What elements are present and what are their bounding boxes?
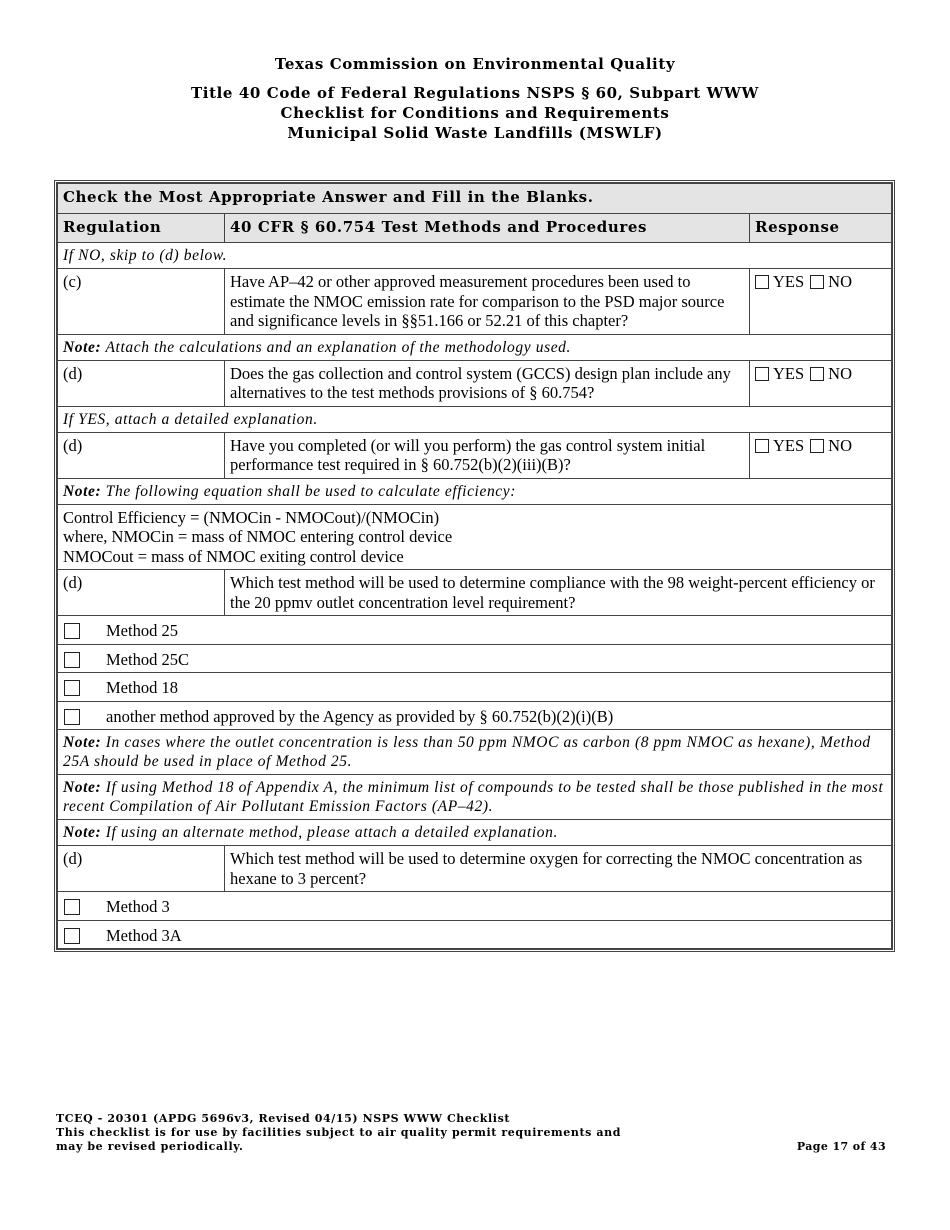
method-label: Method 3	[106, 897, 170, 916]
note-text: In cases where the outlet concentration is less than 50 ppm NMOC as carbon (8 ppm NMOC as hexane), Method 25A should be used in place of Method 25.	[63, 734, 871, 770]
method-option-row	[58, 701, 892, 730]
checklist-form	[54, 180, 895, 952]
method-checkbox[interactable]	[64, 680, 80, 696]
note-method-18	[58, 775, 892, 820]
no-label: NO	[828, 435, 853, 455]
regulation-ref: (d)	[58, 570, 225, 616]
instruction-text: Check the Most Appropriate Answer and Fill in the Blanks.	[58, 184, 892, 214]
equation-line: Control Efficiency = (NMOCin - NMOCout)/(NMOCin)	[63, 507, 440, 527]
yes-label: YES	[773, 363, 805, 383]
note-label: Note:	[63, 338, 102, 356]
question-text: Have you completed (or will you perform) the gas control system initial performance test required in § 60.752(b)(2)(iii)(B)?	[225, 432, 750, 478]
no-label: NO	[828, 363, 853, 383]
skip-note: If NO, skip to (d) below.	[58, 243, 892, 269]
method-option-row	[58, 892, 892, 921]
footer-form-id: TCEQ - 20301 (APDG 5696v3, Revised 04/15) NSPS WWW Checklist	[56, 1112, 511, 1125]
note-method-25a	[58, 730, 892, 775]
note-text: Attach the calculations and an explanation of the methodology used.	[101, 338, 572, 356]
method-option	[58, 673, 892, 702]
note-row	[58, 334, 892, 360]
equation-block	[58, 504, 892, 570]
method-option-row	[58, 673, 892, 702]
regulation-ref: (d)	[58, 846, 225, 892]
question-row	[58, 269, 892, 335]
page-number: Page 17 of 43	[796, 1140, 886, 1153]
regulation-ref: (d)	[58, 432, 225, 478]
column-header-row	[58, 213, 892, 243]
title-line-2: Checklist for Conditions and Requirements	[280, 104, 670, 122]
method-option-row	[58, 616, 892, 645]
note-row	[58, 478, 892, 504]
yes-note-row	[58, 406, 892, 432]
note-calculations	[58, 334, 892, 360]
method-option-row	[58, 920, 892, 949]
question-row	[58, 570, 892, 616]
note-text: If using an alternate method, please attach a detailed explanation.	[101, 824, 558, 841]
no-checkbox[interactable]	[810, 275, 824, 289]
yes-checkbox[interactable]	[755, 275, 769, 289]
method-checkbox[interactable]	[64, 928, 80, 944]
regulation-ref: (c)	[58, 269, 225, 335]
title-line-1: Title 40 Code of Federal Regulations NSPS § 60, Subpart WWW	[191, 84, 759, 102]
note-row	[58, 820, 892, 846]
yes-note: If YES, attach a detailed explanation.	[58, 406, 892, 432]
yes-no-response	[750, 269, 892, 335]
method-label: Method 25	[106, 621, 178, 640]
method-label: Method 3A	[106, 925, 182, 945]
column-header-response: Response	[750, 213, 892, 243]
method-option	[58, 920, 892, 949]
question-text: Which test method will be used to determine compliance with the 98 weight-percent efficiency or the 20 ppmv outlet concentration level requirement?	[225, 570, 892, 616]
equation-line: NMOCout = mass of NMOC exiting control device	[63, 546, 404, 566]
method-checkbox[interactable]	[64, 899, 80, 915]
yes-no-response	[750, 360, 892, 406]
yes-checkbox[interactable]	[755, 439, 769, 453]
method-option	[58, 644, 892, 673]
equation-line: where, NMOCin = mass of NMOC entering control device	[63, 527, 453, 546]
checklist-table	[57, 183, 892, 949]
column-header-regulation: Regulation	[58, 213, 225, 243]
method-checkbox[interactable]	[64, 652, 80, 668]
yes-no-response	[750, 432, 892, 478]
yes-checkbox[interactable]	[755, 367, 769, 381]
note-label: Note:	[63, 824, 102, 841]
column-header-section: 40 CFR § 60.754 Test Methods and Procedures	[225, 213, 750, 243]
no-checkbox[interactable]	[810, 367, 824, 381]
method-checkbox[interactable]	[64, 623, 80, 639]
note-label: Note:	[63, 779, 102, 796]
method-option	[58, 701, 892, 730]
note-alternate-method	[58, 820, 892, 846]
question-row	[58, 846, 892, 892]
no-checkbox[interactable]	[810, 439, 824, 453]
note-text: The following equation shall be used to calculate efficiency:	[101, 482, 517, 500]
method-label: another method approved by the Agency as provided by § 60.752(b)(2)(i)(B)	[106, 706, 614, 726]
question-row	[58, 432, 892, 478]
method-option	[58, 892, 892, 921]
question-text: Have AP–42 or other approved measurement procedures been used to estimate the NMOC emission rate for comparison to the PSD major source and significance levels in §§51.166 or 52.21 of this chapter?	[225, 269, 750, 335]
yes-label: YES	[773, 435, 805, 455]
note-row	[58, 775, 892, 820]
title-line-3: Municipal Solid Waste Landfills (MSWLF)	[287, 124, 663, 142]
method-option-row	[58, 644, 892, 673]
yes-label: YES	[773, 272, 805, 291]
instruction-row	[58, 184, 892, 214]
document-header	[0, 55, 950, 143]
method-label: Method 25C	[106, 649, 189, 669]
note-label: Note:	[63, 482, 102, 500]
footer-revision-note: may be revised periodically.	[56, 1140, 244, 1153]
note-equation-intro	[58, 478, 892, 504]
footer-usage-note: This checklist is for use by facilities subject to air quality permit requirements and	[56, 1126, 622, 1139]
note-label: Note:	[63, 734, 102, 751]
note-row	[58, 730, 892, 775]
skip-note-row	[58, 243, 892, 269]
agency-name: Texas Commission on Environmental Quality	[274, 55, 676, 73]
method-checkbox[interactable]	[64, 709, 80, 725]
no-label: NO	[828, 272, 853, 291]
question-text: Does the gas collection and control system (GCCS) design plan include any alternatives to the test methods provisions of § 60.754?	[225, 360, 750, 406]
method-option	[58, 616, 892, 645]
equation-row	[58, 504, 892, 570]
document-footer	[56, 1112, 621, 1154]
question-text: Which test method will be used to determine oxygen for correcting the NMOC concentration as hexane to 3 percent?	[225, 846, 892, 892]
regulation-ref: (d)	[58, 360, 225, 406]
question-row	[58, 360, 892, 406]
note-text: If using Method 18 of Appendix A, the minimum list of compounds to be tested shall be those published in the most recent Compilation of Air Pollutant Emission Factors (AP–42).	[63, 779, 884, 815]
method-label: Method 18	[106, 678, 178, 697]
